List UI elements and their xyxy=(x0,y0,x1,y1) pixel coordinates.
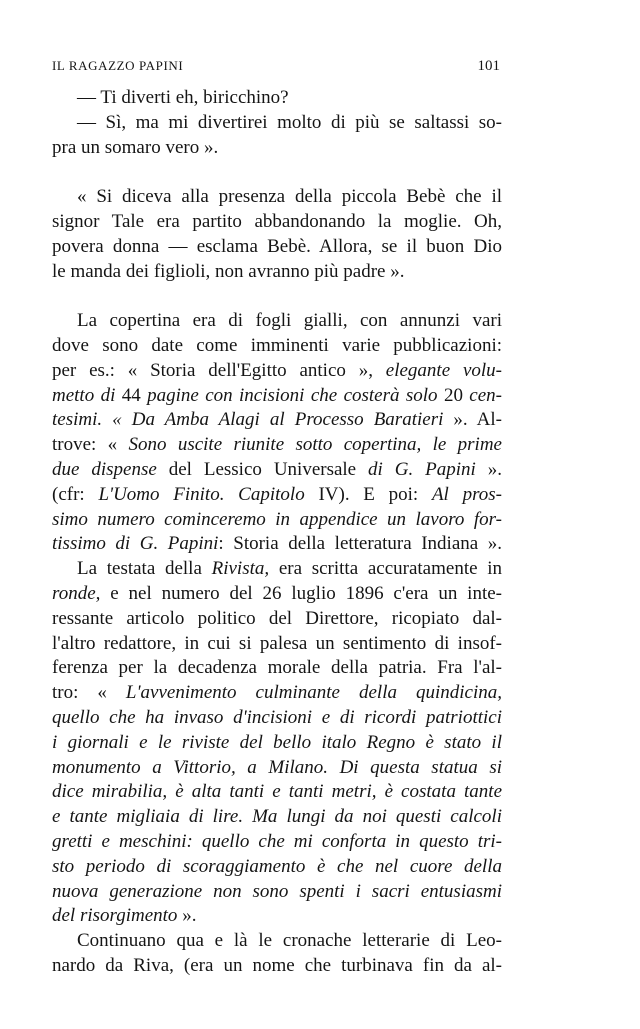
book-page xyxy=(52,58,502,979)
text-line: metto di 44 pagine con incisioni che costerà solo 20 cen- xyxy=(52,384,502,406)
text-line: nardo da Riva, (era un nome che turbinava fin da al- xyxy=(52,954,502,976)
text-line: simo numero cominceremo in appendice un lavoro for- xyxy=(52,508,502,530)
text-line: le manda dei figlioli, non avranno più padre ». xyxy=(52,260,405,282)
copertina-paragraph xyxy=(52,309,502,557)
text-line: trove: « Sono uscite riunite sotto copertina, le prime xyxy=(52,434,502,456)
text-line: nuova generazione non sono spenti i sacri entusiasmi xyxy=(52,880,502,902)
text-line: dove sono date come imminenti varie pubblicazioni: xyxy=(52,334,502,356)
text-line: « Si diceva alla presenza della piccola Bebè che il xyxy=(77,186,502,208)
text-line: (cfr: L'Uomo Finito. Capitolo IV). E poi: Al pros- xyxy=(52,483,502,505)
paragraph-gap xyxy=(52,284,502,309)
text-line: quello che ha invaso d'incisioni e di ricordi patriottici xyxy=(52,706,502,728)
text-line: dice mirabilia, è alta tanti e tanti metri, è costata tante xyxy=(52,781,502,803)
running-header xyxy=(52,58,502,86)
testata-paragraph xyxy=(52,557,502,929)
text-line: tro: « L'avvenimento culminante della quindicina, xyxy=(52,682,502,704)
text-line: per es.: « Storia dell'Egitto antico », elegante volu- xyxy=(52,359,502,381)
text-line: — Sì, ma mi divertirei molto di più se saltassi so- xyxy=(77,111,502,133)
running-title: IL RAGAZZO PAPINI xyxy=(52,58,184,73)
continuano-paragraph xyxy=(52,929,502,979)
text-line: ronde, e nel numero del 26 luglio 1896 c'era un inte- xyxy=(52,582,502,604)
bebe-anecdote-paragraph xyxy=(52,185,502,284)
paragraph-gap xyxy=(52,160,502,185)
text-line: del risorgimento ». xyxy=(52,905,197,927)
text-line: l'altro redattore, in cui si palesa un sentimento di insof- xyxy=(52,632,502,654)
text-line: — Ti diverti eh, biricchino? xyxy=(77,87,289,108)
text-line: e tante migliaia di lire. Ma lungi da noi questi calcoli xyxy=(52,806,502,828)
text-line: tesimi. « Da Amba Alagi al Processo Baratieri ». Al- xyxy=(52,409,502,431)
page-number: 101 xyxy=(477,58,500,74)
text-line: signor Tale era partito abbandonando la moglie. Oh, xyxy=(52,210,502,232)
text-line: tissimo di G. Papini: Storia della letteratura Indiana ». xyxy=(52,533,502,555)
dialogue-paragraph xyxy=(52,86,502,160)
text-line: sto periodo di scoraggiamento è che nel cuore della xyxy=(52,855,502,877)
text-line: Continuano qua e là le cronache letterarie di Leo- xyxy=(77,930,502,952)
text-line: i giornali e le riviste del bello italo Regno è stato il xyxy=(52,731,502,753)
text-line: ferenza per la decadenza morale della patria. Fra l'al- xyxy=(52,657,502,679)
text-line: La copertina era di fogli gialli, con annunzi vari xyxy=(77,310,502,332)
text-line: La testata della Rivista, era scritta accuratamente in xyxy=(77,558,502,580)
text-line: monumento a Vittorio, a Milano. Di questa statua si xyxy=(52,756,502,778)
text-line: povera donna — esclama Bebè. Allora, se il buon Dio xyxy=(52,235,502,257)
text-line: gretti e meschini: quello che mi conforta in questo tri- xyxy=(52,830,502,852)
text-line: due dispense del Lessico Universale di G. Papini ». xyxy=(52,458,502,480)
text-line: pra un somaro vero ». xyxy=(52,136,219,158)
text-line: ressante articolo politico del Direttore, ricopiato dal- xyxy=(52,607,502,629)
